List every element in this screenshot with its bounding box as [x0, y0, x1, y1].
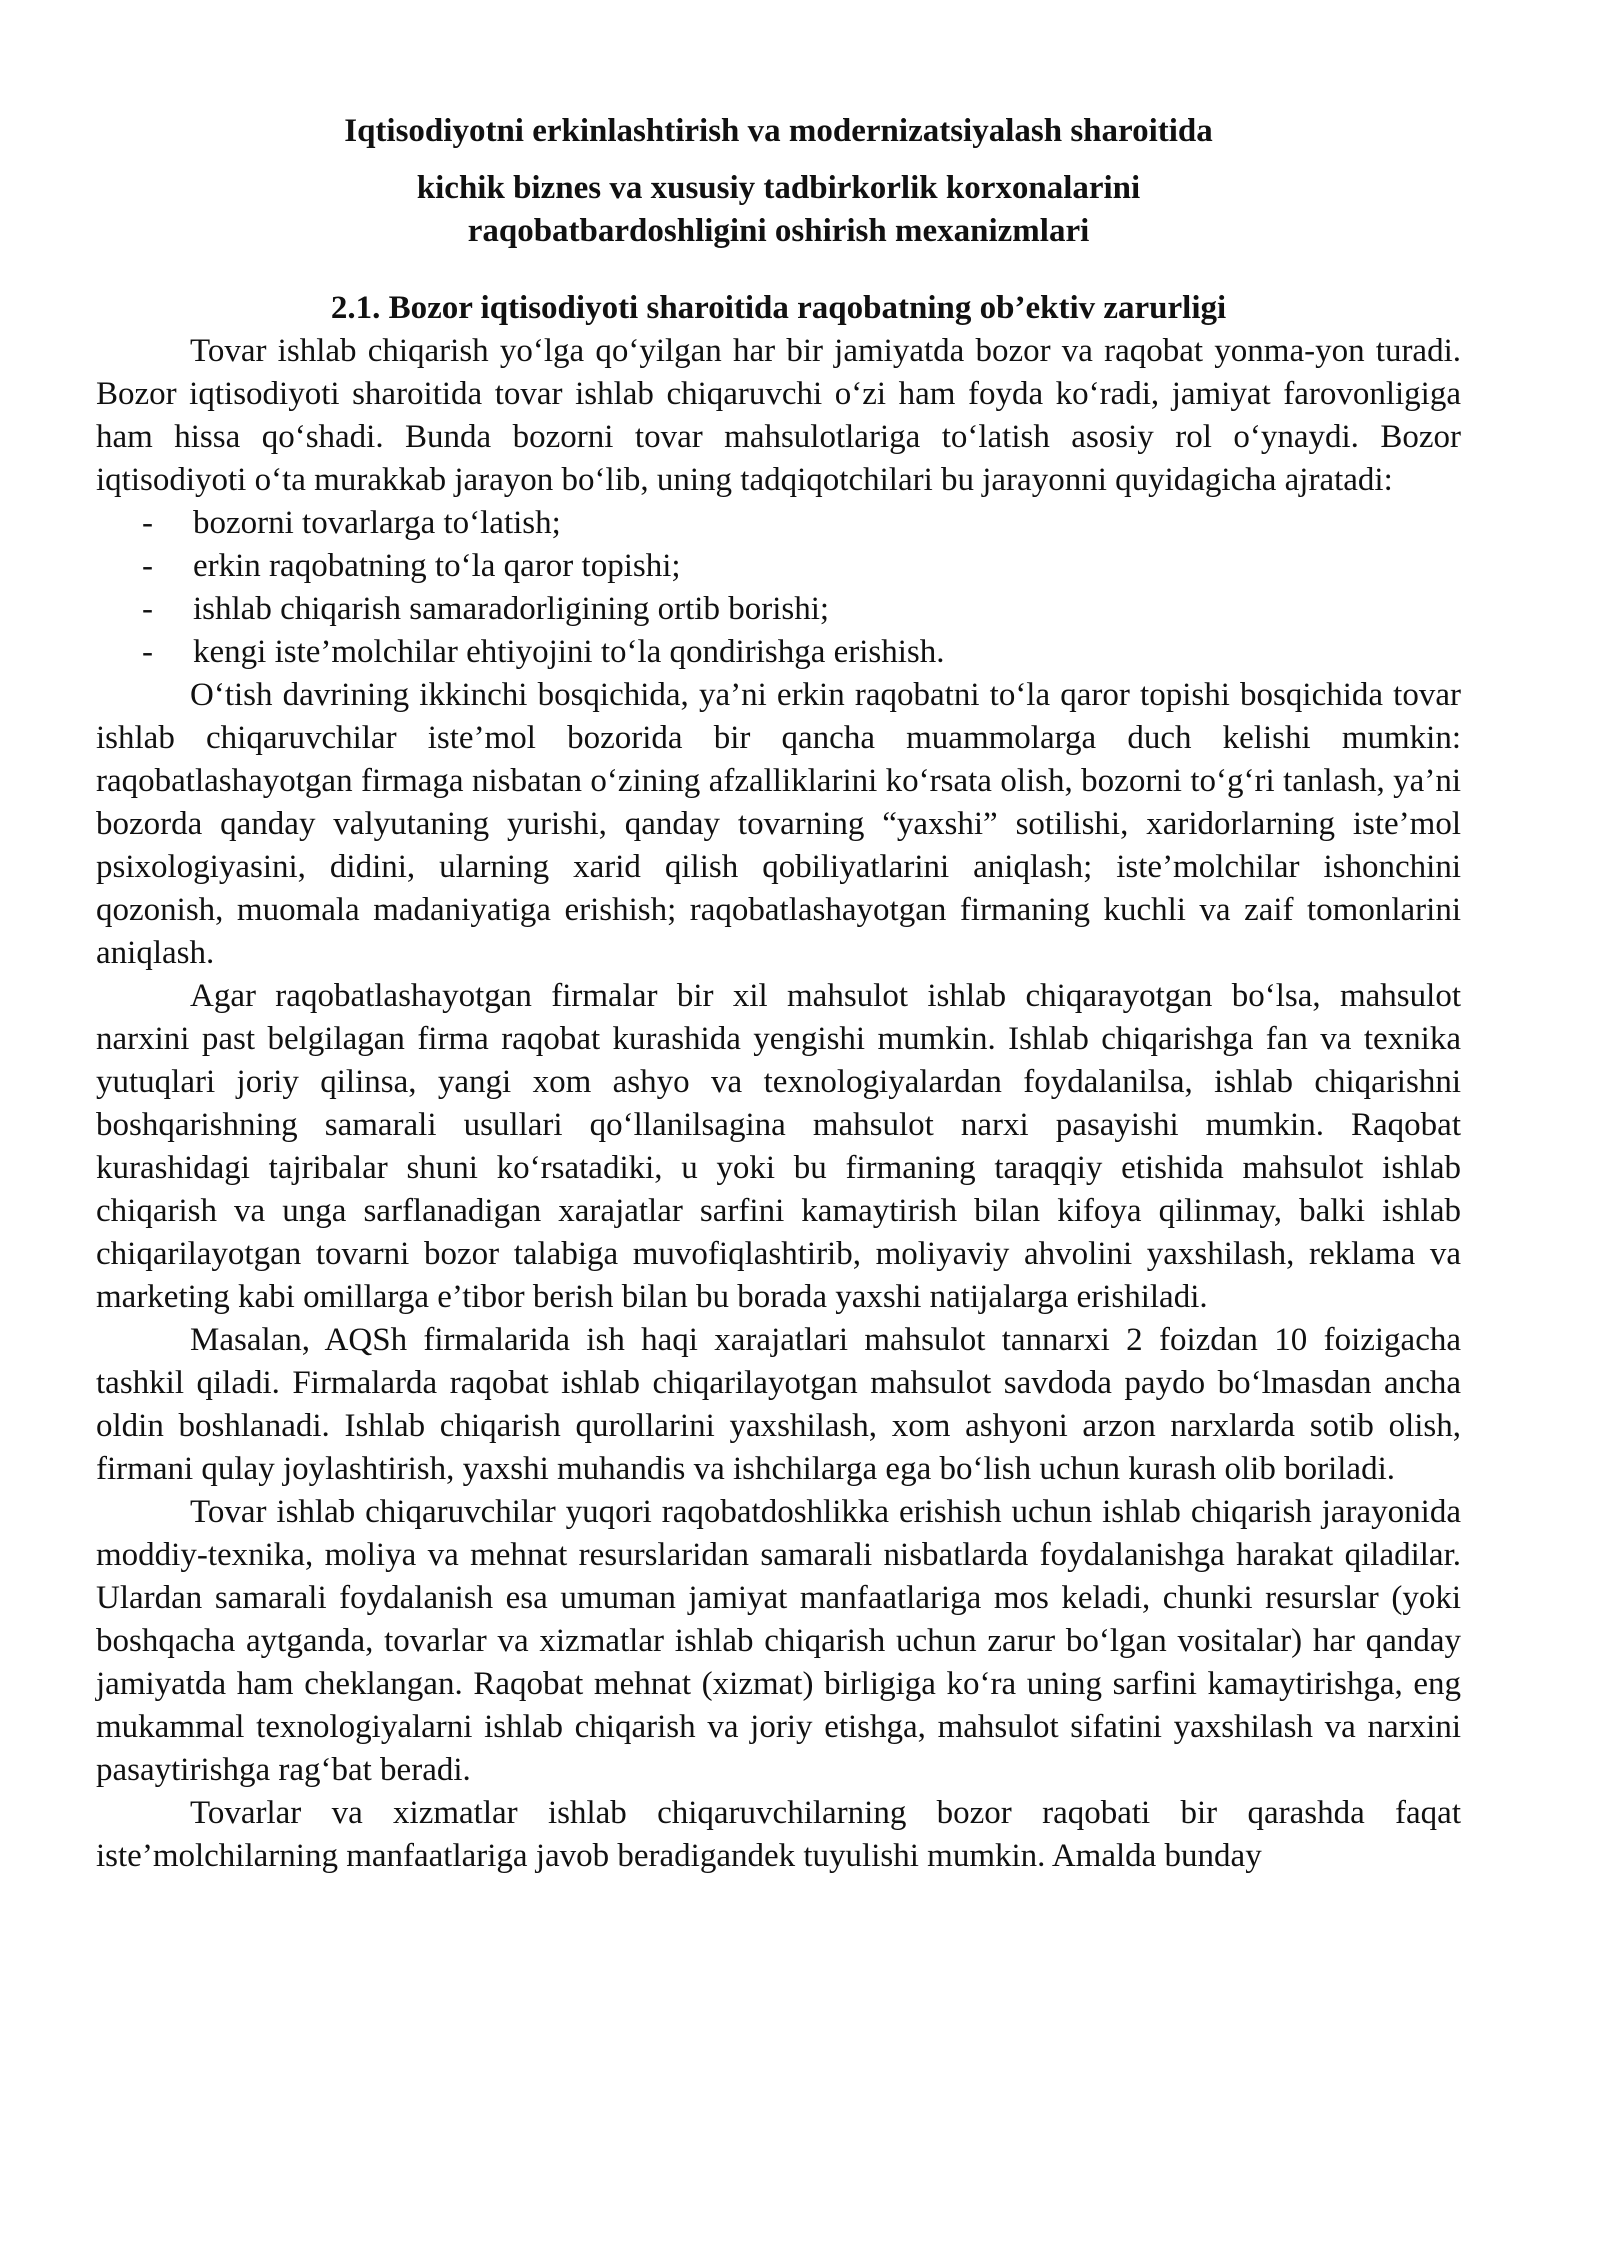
- paragraph-3: Agar raqobatlashayotgan firmalar bir xil mahsulot ishlab chiqarayotgan bo‘lsa, mahsulot narxini past belgilagan firma raqobat kurashida yengishi mumkin. Ishlab chiqarishga fan va texnika yutuqlari joriy qilinsa, yangi xom ashyo va texnologiyalardan foydalanilsa, ishlab chiqarishni boshqarishning samarali usullari qo‘llanilsagina mahsulot narxi pasayishi mumkin. Raqobat kurashidagi tajribalar shuni ko‘rsatadiki, u yoki bu firmaning taraqqiy etishida mahsulot ishlab chiqarish va unga sarflanadigan xarajatlar sarfini kamaytirish bilan kifoya qilinmay, balki ishlab chiqarilayotgan tovarni bozor talabiga muvofiqlashtirib, moliyaviy ahvolini yaxshilash, reklama va marketing kabi omillarga e’tibor berish bilan bu borada yaxshi natijalarga erishiladi.: [96, 978, 1461, 1315]
- list-item: [96, 588, 1461, 631]
- list-item: [96, 502, 1461, 545]
- list-item-text: bozorni tovarlarga to‘latish;: [193, 505, 561, 541]
- list-dash: -: [142, 505, 153, 541]
- section-heading: 2.1. Bozor iqtisodiyoti sharoitida raqobatning ob’ektiv zarurligi: [330, 290, 1227, 326]
- bullet-list: [96, 502, 1461, 674]
- document-page: [96, 110, 1461, 1878]
- paragraph-2: O‘tish davrining ikkinchi bosqichida, ya’ni erkin raqobatni to‘la qaror topishi bosqichida tovar ishlab chiqaruvchilar iste’mol bozorida bir qancha muammolarga duch kelishi mumkin: raqobatlashayotgan firmaga nisbatan o‘zining afzalliklarini ko‘rsata olish, bozorni to‘g‘ri tanlash, ya’ni bozorda qanday valyutaning yurishi, qanday tovarning “yaxshi” sotilishi, xaridorlarning iste’mol psixologiyasini, didini, ularning xarid qilish qobiliyatlarini aniqlash; iste’molchilar ishonchini qozonish, muomala madaniyatiga erishish; raqobatlashayotgan firmaning kuchli va zaif tomonlarini aniqlash.: [96, 677, 1461, 971]
- list-dash: -: [142, 634, 153, 670]
- title-line-3: raqobatbardoshligini oshirish mexanizmlari: [467, 213, 1090, 249]
- list-item: [96, 545, 1461, 588]
- title-line-1: Iqtisodiyotni erkinlashtirish va modernizatsiyalash sharoitida: [344, 113, 1213, 149]
- paragraph-6: Tovarlar va xizmatlar ishlab chiqaruvchilarning bozor raqobati bir qarashda faqat iste’molchilarning manfaatlariga javob beradigandek tuyulishi mumkin. Amalda bunday: [96, 1795, 1461, 1874]
- paragraph-1: Tovar ishlab chiqarish yo‘lga qo‘yilgan har bir jamiyatda bozor va raqobat yonma-yon turadi. Bozor iqtisodiyoti sharoitida tovar ishlab chiqaruvchi o‘zi ham foyda ko‘radi, jamiyat farovonligiga ham hissa qo‘shadi. Bunda bozorni tovar mahsulotlariga to‘latish asosiy rol o‘ynaydi. Bozor iqtisodiyoti o‘ta murakkab jarayon bo‘lib, uning tadqiqotchilari bu jarayonni quyidagicha ajratadi:: [96, 333, 1461, 498]
- title-line-2: kichik biznes va xususiy tadbirkorlik korxonalarini: [416, 170, 1141, 206]
- list-dash: -: [142, 591, 153, 627]
- list-item-text: ishlab chiqarish samaradorligining ortib borishi;: [193, 591, 830, 627]
- list-dash: -: [142, 548, 153, 584]
- list-item: [96, 631, 1461, 674]
- document-title: [96, 110, 1461, 253]
- paragraph-4: Masalan, AQSh firmalarida ish haqi xarajatlari mahsulot tannarxi 2 foizdan 10 foizigacha tashkil qiladi. Firmalarda raqobat ishlab chiqarilayotgan mahsulot savdoda paydo bo‘lmasdan ancha oldin boshlanadi. Ishlab chiqarish qurollarini yaxshilash, xom ashyoni arzon narxlarda sotib olish, firmani qulay joylashtirish, yaxshi muhandis va ishchilarga ega bo‘lish uchun kurash olib boriladi.: [96, 1322, 1461, 1487]
- list-item-text: erkin raqobatning to‘la qaror topishi;: [193, 548, 681, 584]
- list-item-text: kengi iste’molchilar ehtiyojini to‘la qondirishga erishish.: [193, 634, 945, 670]
- paragraph-5: Tovar ishlab chiqaruvchilar yuqori raqobatdoshlikka erishish uchun ishlab chiqarish jarayonida moddiy-texnika, moliya va mehnat resurslaridan samarali nisbatlarda foydalanishga harakat qiladilar. Ulardan samarali foydalanish esa umuman jamiyat manfaatlariga mos keladi, chunki resurslar (yoki boshqacha aytganda, tovarlar va xizmatlar ishlab chiqarish uchun zarur bo‘lgan vositalar) har qanday jamiyatda ham cheklangan. Raqobat mehnat (xizmat) birligiga ko‘ra uning sarfini kamaytirishga, eng mukammal texnologiyalarni ishlab chiqarish va joriy etishga, mahsulot sifatini yaxshilash va narxini pasaytirishga rag‘bat beradi.: [96, 1494, 1461, 1788]
